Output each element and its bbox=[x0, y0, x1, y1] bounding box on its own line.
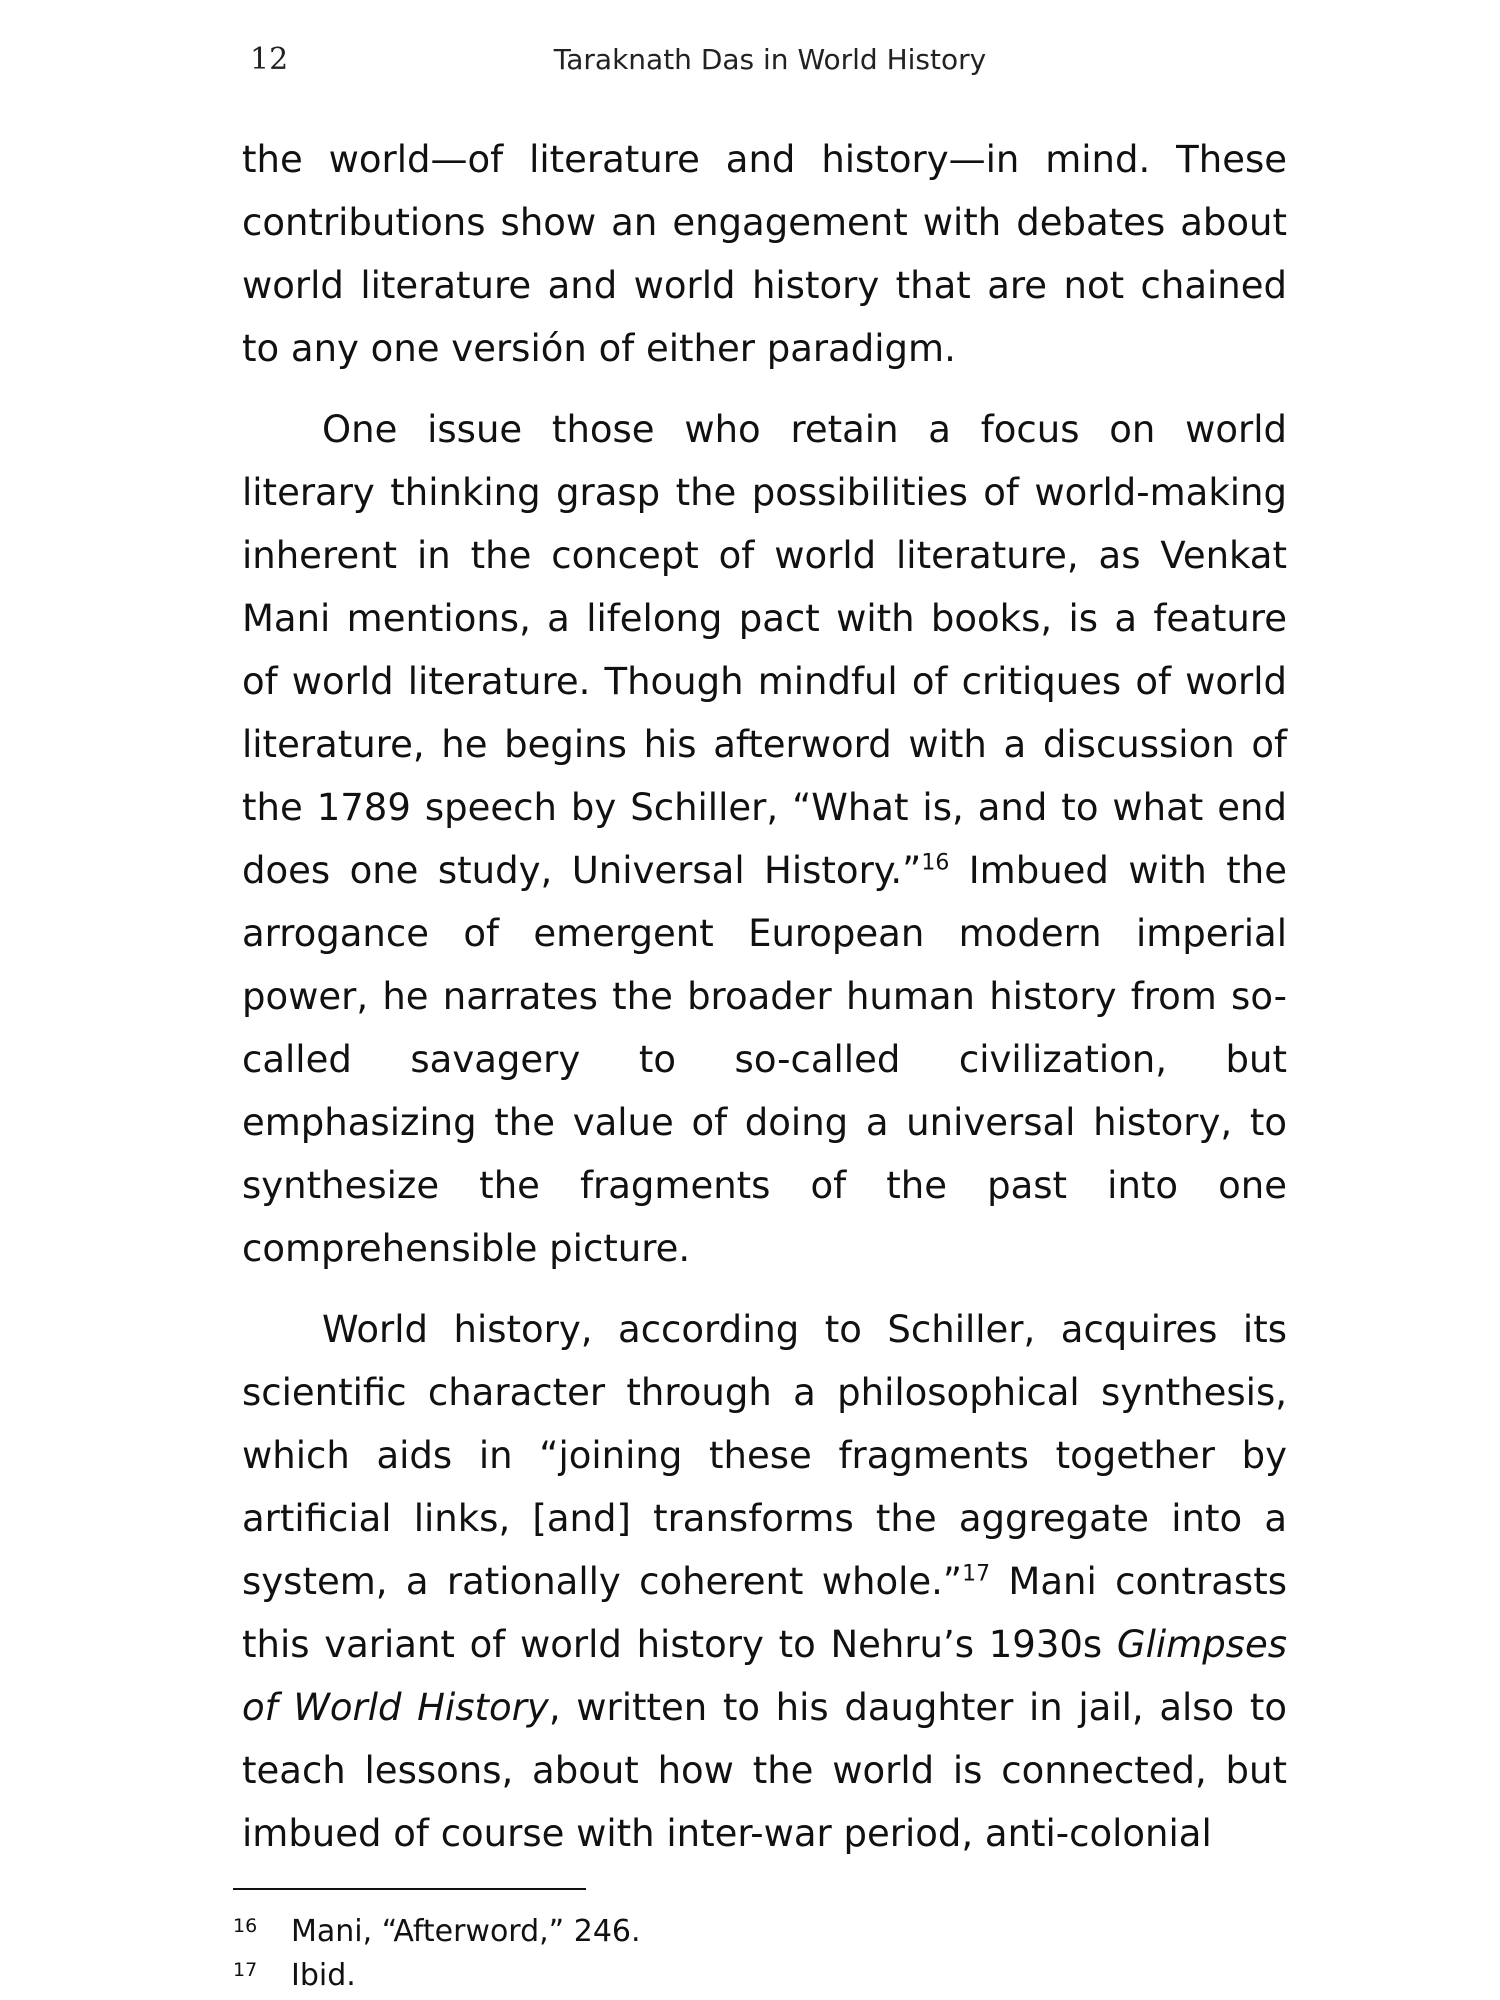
footnote-text: Mani, “Afterword,” 246. bbox=[291, 1914, 641, 1949]
footnote-text: Ibid. bbox=[291, 1958, 356, 1993]
paragraph-schiller-speech bbox=[242, 398, 1287, 1280]
footnote-reference-17: 17 bbox=[962, 1561, 991, 1587]
paragraph-3-before-footnote: World history, according to Schiller, acquires its scientific character through a philosophical synthesis, which aids in “joining these fragments together by artificial links, [and] transforms the aggregate into a system, a rationally coherent whole.” bbox=[242, 1308, 1287, 1603]
paragraph-3-after-title: , written to his daughter in jail, also to teach lessons, about how the world is connected, but imbued of course with inter-war period, anti-colonial bbox=[242, 1686, 1287, 1855]
body-text bbox=[242, 128, 1287, 1883]
paragraph-3-middle: Mani contrasts this variant of world history to Nehru’s 1930s bbox=[242, 1560, 1287, 1666]
running-title: Taraknath Das in World History bbox=[553, 43, 987, 76]
book-title-glimpses: Glimpses of World History bbox=[242, 1623, 1287, 1729]
footnote-divider bbox=[233, 1888, 586, 1890]
running-head bbox=[250, 30, 1290, 90]
footnote-number: 16 bbox=[233, 1915, 258, 1937]
paragraph-1-text: the world—of literature and history—in mind. These contributions show an engagement with debates about world literature and world history that are not chained to any one versión of either paradigm. bbox=[242, 138, 1287, 370]
footnote-number: 17 bbox=[233, 1959, 258, 1981]
paragraph-continued bbox=[242, 128, 1287, 380]
footnote-16 bbox=[233, 1910, 1133, 1954]
paragraph-2-before-footnote: One issue those who retain a focus on world literary thinking grasp the possibilities of world-making inherent in the concept of world literature, as Venkat Mani mentions, a lifelong pact with books, is a feature of world literature. Though mindful of critiques of world literature, he begins his afterword with a discussion of the 1789 speech by Schiller, “What is, and to what end does one study, Universal History.” bbox=[242, 408, 1287, 892]
footnote-17 bbox=[233, 1954, 1133, 1998]
paragraph-2-after-footnote: Imbued with the arrogance of emergent European modern imperial power, he narrates the broader human history from so-called savagery to so-called civilization, but emphasizing the value of doing a universal history, to synthesize the fragments of the past into one comprehensible picture. bbox=[242, 849, 1287, 1270]
page-number: 12 bbox=[250, 42, 289, 77]
paragraph-world-history bbox=[242, 1298, 1287, 1865]
footnotes bbox=[233, 1910, 1133, 1998]
footnote-reference-16: 16 bbox=[921, 850, 950, 876]
